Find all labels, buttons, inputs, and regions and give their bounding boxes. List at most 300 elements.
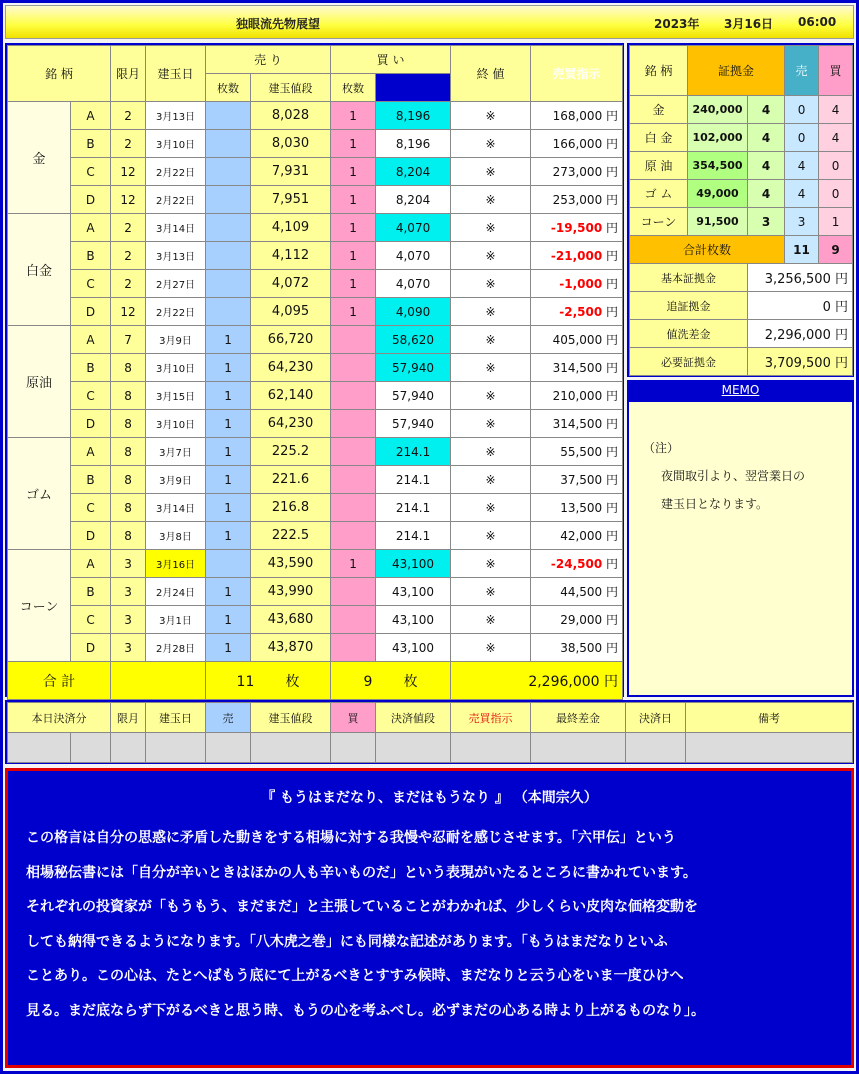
contract-sub: A — [71, 550, 111, 578]
margin-amount: 240,000 — [688, 96, 748, 124]
quote-line: それぞれの投資家が「もうもう、まだまだ」と主張していることがわかれば、少しくらい皮肉な価格変動を — [26, 899, 698, 915]
margin-amount: 49,000 — [688, 180, 748, 208]
sell-count: 1 — [206, 326, 251, 354]
settlement-table — [7, 702, 853, 763]
entry-date: 2月22日 — [146, 158, 206, 186]
buy-count: 1 — [331, 298, 376, 326]
settlement-cell — [71, 733, 111, 763]
settlement-cell — [531, 733, 626, 763]
entry-date: 2月27日 — [146, 270, 206, 298]
settlement-header: 本日決済分 — [8, 703, 111, 733]
trade-signal: ※ — [451, 102, 531, 130]
time-label: 06:00 — [798, 15, 837, 29]
margin-row — [630, 180, 853, 208]
buy-count — [331, 578, 376, 606]
margin-sell: 0 — [785, 96, 819, 124]
contract-sub: D — [71, 186, 111, 214]
positions-panel — [5, 43, 624, 697]
date-label: 3月16日 — [724, 17, 774, 31]
trade-signal: ※ — [451, 354, 531, 382]
settlement-cell — [331, 733, 376, 763]
profit-diff: 210,000 — [552, 389, 603, 403]
close-price: 4,070 — [376, 214, 451, 242]
buy-count — [331, 522, 376, 550]
entry-price: 7,931 — [251, 158, 331, 186]
contract-month: 3 — [111, 634, 146, 662]
header-sell: 売 り — [206, 46, 331, 74]
margin-commodity: 原 油 — [630, 152, 688, 180]
table-row: D 8 3月8日 1 222.5 214.1 ※ 42,000 円 — [8, 522, 623, 550]
contract-month: 8 — [111, 466, 146, 494]
buy-count: 1 — [331, 214, 376, 242]
settlement-header: 最終差金 — [531, 703, 626, 733]
memo-line-3: 建玉日となります。 — [661, 497, 769, 511]
margin-commodity: 白 金 — [630, 124, 688, 152]
margin-sell: 0 — [785, 124, 819, 152]
table-row: D 12 2月22日 7,951 1 8,204 ※ 253,000 円 — [8, 186, 623, 214]
entry-price: 43,680 — [251, 606, 331, 634]
sell-count: 1 — [206, 634, 251, 662]
entry-price: 8,028 — [251, 102, 331, 130]
contract-sub: D — [71, 298, 111, 326]
contract-month: 7 — [111, 326, 146, 354]
buy-count: 1 — [331, 550, 376, 578]
sell-count — [206, 130, 251, 158]
margin-mult: 3 — [748, 208, 785, 236]
entry-price: 216.8 — [251, 494, 331, 522]
memo-line-2: 夜間取引より、翌営業日の — [661, 469, 806, 483]
close-price: 57,940 — [376, 410, 451, 438]
contract-month: 8 — [111, 410, 146, 438]
year-label: 2023年 — [654, 17, 700, 31]
trade-signal: ※ — [451, 158, 531, 186]
margin-commodity: コーン — [630, 208, 688, 236]
header-meigara: 銘 柄 — [8, 46, 111, 102]
profit-diff: -24,500 — [550, 557, 603, 571]
trade-signal: ※ — [451, 606, 531, 634]
sell-count — [206, 270, 251, 298]
sell-count — [206, 242, 251, 270]
trade-signal: ※ — [451, 186, 531, 214]
sell-count: 1 — [206, 522, 251, 550]
entry-price: 64,230 — [251, 354, 331, 382]
margin-buy: 0 — [819, 152, 853, 180]
entry-price: 225.2 — [251, 438, 331, 466]
contract-sub: B — [71, 466, 111, 494]
close-price: 214.1 — [376, 438, 451, 466]
close-price: 57,940 — [376, 354, 451, 382]
table-row: ゴム A 8 3月7日 1 225.2 214.1 ※ 55,500 円 — [8, 438, 623, 466]
sell-count: 1 — [206, 382, 251, 410]
profit-diff: 13,500 — [560, 501, 603, 515]
contract-month: 2 — [111, 270, 146, 298]
contract-sub: B — [71, 354, 111, 382]
profit-diff: 253,000 — [552, 193, 603, 207]
contract-month: 3 — [111, 578, 146, 606]
entry-date: 3月10日 — [146, 130, 206, 158]
total-sell-count: 11 — [236, 673, 255, 690]
entry-price: 4,095 — [251, 298, 331, 326]
sell-count — [206, 102, 251, 130]
trade-signal: ※ — [451, 494, 531, 522]
contract-sub: C — [71, 158, 111, 186]
close-price: 57,940 — [376, 382, 451, 410]
table-row: コーン A 3 3月16日 43,590 1 43,100 ※ -24,500 円 — [8, 550, 623, 578]
table-row: D 3 2月28日 1 43,870 43,100 ※ 38,500 円 — [8, 634, 623, 662]
settlement-cell — [111, 733, 146, 763]
margin-commodity: ゴ ム — [630, 180, 688, 208]
margin-commodity: 金 — [630, 96, 688, 124]
buy-count — [331, 326, 376, 354]
trade-signal: ※ — [451, 522, 531, 550]
close-price: 43,100 — [376, 550, 451, 578]
summary-label: 必要証拠金 — [630, 348, 748, 376]
entry-price: 221.6 — [251, 466, 331, 494]
margin-mult: 4 — [748, 96, 785, 124]
margin-amount: 91,500 — [688, 208, 748, 236]
summary-label: 追証拠金 — [630, 292, 748, 320]
close-price: 8,204 — [376, 158, 451, 186]
quote-line: この格言は自分の思惑に矛盾した動きをする相場に対する我慢や忍耐を感じさせます。「六甲伝」という — [26, 830, 676, 846]
profit-diff: 314,500 — [552, 417, 603, 431]
buy-count: 1 — [331, 102, 376, 130]
total-buy-count: 9 — [363, 673, 373, 690]
entry-date: 2月22日 — [146, 298, 206, 326]
contract-sub: B — [71, 578, 111, 606]
sell-count: 1 — [206, 578, 251, 606]
quote-line: しても納得できるようになります。「八木虎之巻」にも同様な記述があります。「もうはまだなりといふ — [26, 933, 668, 950]
entry-price: 8,030 — [251, 130, 331, 158]
profit-diff: 55,500 — [560, 445, 603, 459]
quote-title: 『 もうはまだなり、まだはもうなり 』 （本間宗久） — [261, 790, 598, 806]
entry-date: 3月1日 — [146, 606, 206, 634]
table-row: B 8 3月9日 1 221.6 214.1 ※ 37,500 円 — [8, 466, 623, 494]
entry-price: 4,112 — [251, 242, 331, 270]
memo-line-1: （注） — [643, 441, 680, 455]
table-row: C 8 3月14日 1 216.8 214.1 ※ 13,500 円 — [8, 494, 623, 522]
close-price: 4,070 — [376, 270, 451, 298]
buy-count — [331, 410, 376, 438]
profit-diff: -19,500 — [550, 221, 603, 235]
header-close: 終 値 — [451, 46, 531, 102]
summary-row: 追証拠金 0 円 — [630, 292, 853, 320]
entry-date: 3月8日 — [146, 522, 206, 550]
quote-box — [5, 768, 854, 1068]
entry-price: 43,590 — [251, 550, 331, 578]
contract-month: 8 — [111, 522, 146, 550]
sell-count — [206, 298, 251, 326]
contract-sub: C — [71, 606, 111, 634]
buy-count — [331, 606, 376, 634]
contract-month: 8 — [111, 382, 146, 410]
entry-date: 2月28日 — [146, 634, 206, 662]
settlement-cell — [626, 733, 686, 763]
summary-row: 基本証拠金 3,256,500 円 — [630, 264, 853, 292]
entry-price: 4,109 — [251, 214, 331, 242]
entry-date: 3月10日 — [146, 354, 206, 382]
entry-date: 2月24日 — [146, 578, 206, 606]
sell-count — [206, 158, 251, 186]
commodity-name: 原油 — [8, 326, 71, 438]
memo-link[interactable]: MEMO — [627, 380, 854, 400]
trade-signal: ※ — [451, 410, 531, 438]
summary-label: 値洗差金 — [630, 320, 748, 348]
margin-sell: 4 — [785, 152, 819, 180]
contract-sub: C — [71, 382, 111, 410]
sell-count — [206, 214, 251, 242]
commodity-name: 白金 — [8, 214, 71, 326]
settlement-cell — [146, 733, 206, 763]
title-bar — [5, 5, 854, 39]
summary-value: 3,709,500 — [764, 356, 831, 371]
margin-buy: 0 — [819, 180, 853, 208]
table-row: C 8 3月15日 1 62,140 57,940 ※ 210,000 円 — [8, 382, 623, 410]
profit-diff: 44,500 — [560, 585, 603, 599]
contract-sub: B — [71, 130, 111, 158]
entry-price: 66,720 — [251, 326, 331, 354]
contract-sub: A — [71, 438, 111, 466]
table-row: 白金 A 2 3月14日 4,109 1 4,070 ※ -19,500 円 — [8, 214, 623, 242]
settlement-cell — [686, 733, 853, 763]
trade-signal: ※ — [451, 242, 531, 270]
contract-month: 8 — [111, 354, 146, 382]
right-header-meigara: 銘 柄 — [630, 46, 688, 96]
contract-sub: C — [71, 270, 111, 298]
right-total-buy: 9 — [819, 236, 853, 264]
settlement-cell — [451, 733, 531, 763]
buy-count: 1 — [331, 158, 376, 186]
buy-count — [331, 382, 376, 410]
sell-count: 1 — [206, 606, 251, 634]
commodity-name: 金 — [8, 102, 71, 214]
table-row: 原油 A 7 3月9日 1 66,720 58,620 ※ 405,000 円 — [8, 326, 623, 354]
margin-buy: 4 — [819, 124, 853, 152]
margin-table — [629, 45, 853, 376]
entry-date: 3月14日 — [146, 214, 206, 242]
header-tate-price: 建玉値段 — [251, 74, 331, 102]
contract-sub: A — [71, 102, 111, 130]
trade-signal: ※ — [451, 130, 531, 158]
entry-date: 3月7日 — [146, 438, 206, 466]
profit-diff: 405,000 — [552, 333, 603, 347]
total-sell-unit: 枚 — [285, 673, 300, 690]
header-buy-count: 枚数 — [331, 74, 376, 102]
table-row: D 8 3月10日 1 64,230 57,940 ※ 314,500 円 — [8, 410, 623, 438]
contract-month: 8 — [111, 438, 146, 466]
settlement-header: 売 — [206, 703, 251, 733]
contract-month: 12 — [111, 186, 146, 214]
entry-price: 4,072 — [251, 270, 331, 298]
close-price: 4,070 — [376, 242, 451, 270]
entry-price: 7,951 — [251, 186, 331, 214]
margin-mult: 4 — [748, 152, 785, 180]
profit-diff: 314,500 — [552, 361, 603, 375]
margin-row — [630, 152, 853, 180]
profit-diff: 168,000 — [552, 109, 603, 123]
margin-buy: 1 — [819, 208, 853, 236]
entry-date: 3月15日 — [146, 382, 206, 410]
summary-row: 値洗差金 2,296,000 円 — [630, 320, 853, 348]
settlement-cell — [8, 733, 71, 763]
header-buy: 買 い — [331, 46, 451, 74]
entry-date: 3月9日 — [146, 466, 206, 494]
profit-diff: -2,500 — [559, 305, 603, 319]
total-label: 合 計 — [8, 662, 111, 700]
profit-diff: 42,000 — [560, 529, 603, 543]
header-tateday: 建玉日 — [146, 46, 206, 102]
close-price: 4,090 — [376, 298, 451, 326]
settlement-header: 決済日 — [626, 703, 686, 733]
trade-signal: ※ — [451, 214, 531, 242]
margin-row — [630, 96, 853, 124]
right-total-label: 合計枚数 — [630, 236, 785, 264]
settlement-header: 買 — [331, 703, 376, 733]
trade-signal: ※ — [451, 270, 531, 298]
profit-diff: 273,000 — [552, 165, 603, 179]
margin-row — [630, 124, 853, 152]
contract-sub: D — [71, 522, 111, 550]
margin-row — [630, 208, 853, 236]
buy-count — [331, 466, 376, 494]
app-title: 独眼流先物展望 — [236, 17, 321, 31]
margin-mult: 4 — [748, 124, 785, 152]
sell-count: 1 — [206, 354, 251, 382]
trade-signal: ※ — [451, 326, 531, 354]
sell-count: 1 — [206, 466, 251, 494]
margin-amount: 354,500 — [688, 152, 748, 180]
profit-diff: -21,000 — [550, 249, 603, 263]
close-price: 8,196 — [376, 102, 451, 130]
profit-diff: -1,000 — [559, 277, 603, 291]
contract-month: 12 — [111, 298, 146, 326]
buy-count: 1 — [331, 130, 376, 158]
trade-signal: ※ — [451, 578, 531, 606]
contract-sub: B — [71, 242, 111, 270]
settlement-header: 建玉値段 — [251, 703, 331, 733]
entry-price: 43,990 — [251, 578, 331, 606]
margin-mult: 4 — [748, 180, 785, 208]
contract-month: 2 — [111, 242, 146, 270]
buy-count: 1 — [331, 186, 376, 214]
buy-count: 1 — [331, 242, 376, 270]
commodity-name: コーン — [8, 550, 71, 662]
contract-month: 2 — [111, 130, 146, 158]
table-row: C 12 2月22日 7,931 1 8,204 ※ 273,000 円 — [8, 158, 623, 186]
table-row: 金 A 2 3月13日 8,028 1 8,196 ※ 168,000 円 — [8, 102, 623, 130]
contract-month: 2 — [111, 214, 146, 242]
contract-month: 12 — [111, 158, 146, 186]
entry-date: 3月9日 — [146, 326, 206, 354]
buy-count: 1 — [331, 270, 376, 298]
summary-label: 基本証拠金 — [630, 264, 748, 292]
summary-value: 0 — [822, 300, 831, 315]
profit-diff: 166,000 — [552, 137, 603, 151]
quote-line: 見る。まだ底ならず下がるべきと思う時、もうの心を考ふべし。必ずまだの心ある時より上がるものなり」。 — [26, 1002, 705, 1019]
sell-count: 1 — [206, 494, 251, 522]
entry-price: 62,140 — [251, 382, 331, 410]
right-header-sell: 売 — [785, 46, 819, 96]
table-row: C 2 2月27日 4,072 1 4,070 ※ -1,000 円 — [8, 270, 623, 298]
summary-value: 3,256,500 — [764, 272, 831, 287]
entry-price: 64,230 — [251, 410, 331, 438]
trade-signal-button[interactable]: 売買指示 — [531, 46, 623, 102]
quote-line: 相場秘伝書には「自分が辛いときはほかの人も辛いものだ」という表現がいたるところに書かれています。 — [26, 864, 697, 881]
settlement-cell — [206, 733, 251, 763]
total-buy-unit: 枚 — [403, 673, 418, 690]
summary-value: 2,296,000 — [764, 328, 831, 343]
sell-count: 1 — [206, 438, 251, 466]
sell-count — [206, 550, 251, 578]
trade-signal: ※ — [451, 382, 531, 410]
table-row: C 3 3月1日 1 43,680 43,100 ※ 29,000 円 — [8, 606, 623, 634]
close-price: 43,100 — [376, 606, 451, 634]
table-row: B 8 3月10日 1 64,230 57,940 ※ 314,500 円 — [8, 354, 623, 382]
entry-date: 3月14日 — [146, 494, 206, 522]
buy-count — [331, 354, 376, 382]
settlement-cell — [376, 733, 451, 763]
table-row: B 2 3月13日 4,112 1 4,070 ※ -21,000 円 — [8, 242, 623, 270]
right-total-sell: 11 — [785, 236, 819, 264]
sell-count: 1 — [206, 410, 251, 438]
commodity-name: ゴム — [8, 438, 71, 550]
trade-signal: ※ — [451, 550, 531, 578]
entry-date: 3月13日 — [146, 102, 206, 130]
header-gengetsu: 限月 — [111, 46, 146, 102]
positions-table: 銘 柄 限月 建玉日 売 り 買 い 終 値 売買指示 枚数 建玉値段 枚数 金 A 2 3月13日 8,028 1 8,196 ※ 168,000 円 B 2 3月10日 8,030 1 8,196 ※ 166,000 円 C 12 2月22日 7,931 1 8,204 ※ 273,000 円 D 12 2月22日 7,951 1 8,204 ※ 253,000 円 白金 A 2 3月14日 4,109 1 4,070 ※ -19,500 円 B 2 3月13日 4,112 1 4,070 ※ -21,000 円 C 2 2月27日 4,072 1 4,070 ※ -1,000 円 D 12 2月22日 4,095 1 4,090 ※ -2,500 円 原油 A 7 3月9日 1 66,720 58,620 ※ 405,000 円 B 8 3月10日 1 64,230 57,940 ※ 314,500 円 C 8 3月15日 1 62,140 57,940 ※ 210,000 円 D 8 3月10日 1 64,230 57,940 ※ 314,500 円 ゴム A 8 3月7日 1 225.2 214.1 ※ 55,500 円 B 8 3月9日 1 221.6 214.1 ※ 37,500 円 C 8 3月14日 1 216.8 214.1 ※ 13,500 円 D 8 3月8日 1 222.5 214.1 ※ 42,000 円 コーン A 3 3月16日 43,590 1 43,100 ※ -24,500 円 B 3 2月24日 1 43,990 43,100 ※ 44,500 円 C 3 3月1日 1 43,680 43,100 ※ 29,000 円 D 3 2月28日 1 43,870 43,100 ※ 38,500 円 合 計 11 枚 9 枚 2,296,000 円 — [7, 45, 623, 700]
margin-buy: 4 — [819, 96, 853, 124]
settlement-panel — [5, 700, 854, 764]
settlement-header: 決済値段 — [376, 703, 451, 733]
settlement-header: 売買指示 — [451, 703, 531, 733]
contract-sub: D — [71, 634, 111, 662]
trade-signal: ※ — [451, 438, 531, 466]
contract-month: 8 — [111, 494, 146, 522]
entry-date: 3月13日 — [146, 242, 206, 270]
contract-month: 2 — [111, 102, 146, 130]
settlement-header: 備考 — [686, 703, 853, 733]
close-price: 214.1 — [376, 466, 451, 494]
contract-month: 3 — [111, 550, 146, 578]
close-price: 8,196 — [376, 130, 451, 158]
profit-diff: 38,500 — [560, 641, 603, 655]
trade-signal: ※ — [451, 634, 531, 662]
entry-date: 3月10日 — [146, 410, 206, 438]
margin-sell: 4 — [785, 180, 819, 208]
settlement-header: 限月 — [111, 703, 146, 733]
close-price: 8,204 — [376, 186, 451, 214]
margin-panel — [627, 43, 854, 377]
table-row: D 12 2月22日 4,095 1 4,090 ※ -2,500 円 — [8, 298, 623, 326]
total-diff: 2,296,000 — [528, 673, 600, 690]
table-row: B 2 3月10日 8,030 1 8,196 ※ 166,000 円 — [8, 130, 623, 158]
close-price: 214.1 — [376, 494, 451, 522]
trade-signal: ※ — [451, 466, 531, 494]
close-price: 43,100 — [376, 578, 451, 606]
entry-price: 222.5 — [251, 522, 331, 550]
buy-count — [331, 494, 376, 522]
margin-sell: 3 — [785, 208, 819, 236]
memo-box — [627, 400, 854, 697]
contract-month: 3 — [111, 606, 146, 634]
margin-amount: 102,000 — [688, 124, 748, 152]
entry-date: 2月22日 — [146, 186, 206, 214]
close-price: 58,620 — [376, 326, 451, 354]
entry-price: 43,870 — [251, 634, 331, 662]
settlement-header: 建玉日 — [146, 703, 206, 733]
right-header-shokokin: 証拠金 — [688, 46, 785, 96]
contract-sub: C — [71, 494, 111, 522]
entry-date: 3月16日 — [146, 550, 206, 578]
